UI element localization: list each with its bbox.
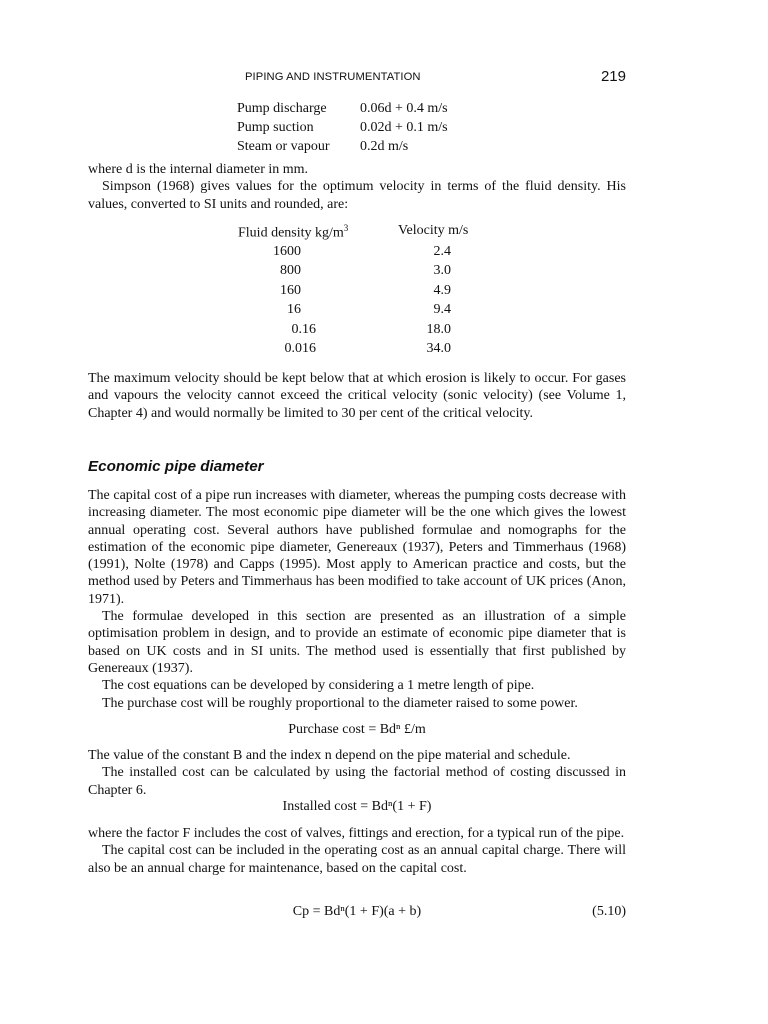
density-value: 0.16 [291, 321, 316, 337]
economic-diameter-text [88, 487, 626, 712]
velocity-value: 34.0 [426, 340, 451, 356]
running-head [88, 68, 626, 88]
velocity-value: 18.0 [426, 321, 451, 337]
table-row [238, 302, 498, 321]
density-velocity-table [238, 220, 498, 360]
table-row [238, 322, 498, 341]
velocity-fluid: Steam or vapour [237, 139, 330, 154]
density-value: 1600 [273, 244, 301, 259]
velocity-formula: 0.2d m/s [360, 139, 409, 154]
constant-text [88, 747, 626, 799]
velocity-fluid: Pump discharge [237, 101, 327, 116]
velocity-formula: 0.02d + 0.1 m/s [360, 120, 448, 135]
equation-number: (5.10) [592, 904, 626, 919]
velocity-row [237, 99, 537, 118]
textbook-page [88, 0, 626, 1024]
paragraph-capital-cost: The capital cost can be included in the operating cost as an annual capital charge. There will also be an annual charge for maintenance, based on the capital cost. [88, 843, 626, 876]
density-value: 16 [287, 302, 301, 318]
table-row [238, 341, 498, 360]
page-number: 219 [600, 68, 626, 85]
velocity-value: 9.4 [433, 302, 451, 318]
section-heading: Economic pipe diameter [88, 458, 264, 475]
velocity-fluid: Pump suction [237, 120, 314, 135]
paragraph-simpson: Simpson (1968) gives values for the optimum velocity in terms of the fluid density. His values, converted to SI units and rounded, are: [88, 179, 626, 212]
factor-text [88, 825, 626, 877]
equation-cp-text: Cp = Bdⁿ(1 + F)(a + b) [292, 904, 422, 919]
velocity-table [237, 99, 537, 156]
velocity-row [237, 118, 537, 137]
paragraph: The capital cost of a pipe run increases with diameter, whereas the pumping costs decrease with increasing diameter. The most economic pipe diameter will be the one which gives the lowest annual operating cost. Several authors have published formulae and nomographs for the estimation of the economic pipe diameter, Genereaux (1937), Peters and Timmerhaus (1968) (1991), Nolte (1978) and Capps (1995). Most apply to American practice and costs, but the method used by Peters and Timmerhaus has been modified to take account of UK prices (Anon, 1971). [88, 488, 626, 607]
intro-text [88, 161, 626, 213]
velocity-value: 3.0 [433, 263, 451, 279]
table-row [238, 244, 498, 263]
table-row [238, 263, 498, 282]
column-header-density: Fluid density $kg/m^3$ [238, 223, 349, 241]
velocity-formula: 0.06d + 0.4 m/s [360, 101, 448, 116]
density-table-header [238, 220, 498, 244]
max-velocity-text [88, 370, 626, 422]
paragraph: The purchase cost will be roughly proportional to the diameter raised to some power. [102, 695, 578, 711]
paragraph-installed-cost: The installed cost can be calculated by using the factorial method of costing discussed in Chapter 6. [88, 765, 626, 798]
paragraph: The cost equations can be developed by considering a 1 metre length of pipe. [102, 678, 535, 694]
paragraph-constant-b: The value of the constant B and the index n depend on the pipe material and schedule. [88, 748, 571, 763]
density-value: 800 [280, 263, 301, 279]
table-row [238, 283, 498, 302]
velocity-value: 4.9 [433, 282, 451, 298]
velocity-row [237, 137, 537, 156]
column-header-velocity: Velocity m/s [398, 223, 469, 238]
paragraph-where-d: where d is the internal diameter in mm. [88, 162, 309, 177]
velocity-value: 2.4 [433, 244, 451, 259]
paragraph-factor-f: where the factor F includes the cost of valves, fittings and erection, for a typical run of the pipe. [88, 826, 625, 841]
density-value: 160 [280, 282, 301, 298]
density-value: 0.016 [284, 340, 316, 356]
paragraph: The formulae developed in this section are presented as an illustration of a simple optimisation problem in design, and to provide an estimate of economic pipe diameter that is based on UK costs and in SI units. The method used is essentially that first published by Genereaux (1937). [88, 609, 626, 676]
running-title: PIPING AND INSTRUMENTATION [245, 71, 421, 83]
equation-purchase-cost: Purchase cost = Bdⁿ £/m [288, 722, 426, 737]
equation-cp [88, 903, 626, 921]
paragraph-max-velocity: The maximum velocity should be kept below that at which erosion is likely to occur. For gases and vapours the velocity cannot exceed the critical velocity (sonic velocity) (see Volume 1, Chapter 4) and would normally be limited to 30 per cent of the critical velocity. [88, 371, 626, 421]
equation-installed-cost: Installed cost = Bdⁿ(1 + F) [282, 799, 432, 814]
